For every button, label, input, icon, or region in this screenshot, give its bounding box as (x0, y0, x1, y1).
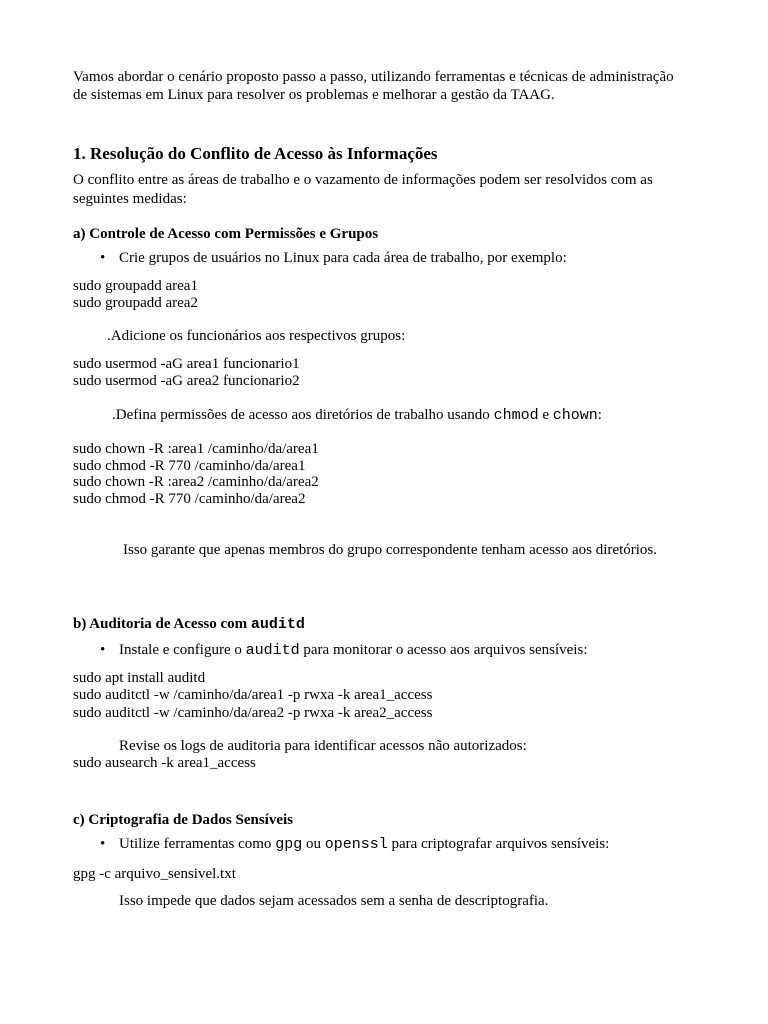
command-line: sudo chmod -R 770 /caminho/da/area2 (73, 491, 306, 507)
bullet-icon: • (100, 836, 106, 852)
inline-code-openssl: openssl (324, 836, 388, 853)
command-line: sudo chown -R :area2 /caminho/da/area2 (73, 474, 319, 490)
subsection-b-title-text: b) Auditoria de Acesso com (73, 616, 251, 632)
subsection-c-bullet (119, 835, 609, 854)
command-line: sudo auditctl -w /caminho/da/area1 -p rwxa -k area1_access (73, 687, 433, 703)
subsection-b-title (73, 615, 305, 634)
subsection-a-title: a) Controle de Acesso com Permissões e Grupos (73, 226, 379, 242)
step-3-joiner: e (538, 407, 553, 423)
command-line: sudo chmod -R 770 /caminho/da/area1 (73, 458, 306, 474)
step-3-colon: : (597, 407, 602, 423)
command-line: sudo groupadd area2 (73, 295, 198, 311)
subsection-c-title: c) Criptografia de Dados Sensíveis (73, 812, 293, 828)
inline-code-chown: chown (552, 407, 598, 424)
inline-code-gpg: gpg (275, 836, 303, 853)
inline-code-chmod: chmod (493, 407, 539, 424)
command-line: sudo usermod -aG area1 funcionario1 (73, 356, 300, 372)
subsection-a-step-2: .Adicione os funcionários aos respectivos grupos: (107, 328, 406, 344)
subsection-a-bullet: Crie grupos de usuários no Linux para cada área de trabalho, por exemplo: (119, 250, 567, 266)
inline-code-auditd: auditd (250, 616, 305, 633)
bullet-icon: • (100, 642, 106, 658)
bullet-text: para monitorar o acesso aos arquivos sensíveis: (299, 642, 588, 658)
bullet-text: ou (302, 836, 325, 852)
section-1-paragraph-line-1: O conflito entre as áreas de trabalho e o vazamento de informações podem ser resolvidos com as (73, 172, 653, 188)
command-line: sudo ausearch -k area1_access (73, 755, 256, 771)
command-line: sudo groupadd area1 (73, 278, 198, 294)
subsection-a-step-3 (112, 406, 602, 425)
bullet-text: Utilize ferramentas como (119, 836, 276, 852)
command-line: sudo auditctl -w /caminho/da/area2 -p rwxa -k area2_access (73, 705, 433, 721)
section-1-title: 1. Resolução do Conflito de Acesso às Informações (73, 144, 438, 163)
command-line: sudo apt install auditd (73, 670, 206, 686)
section-1-paragraph-line-2: seguintes medidas: (73, 191, 187, 207)
command-line: sudo chown -R :area1 /caminho/da/area1 (73, 441, 319, 457)
subsection-b-note: Revise os logs de auditoria para identificar acessos não autorizados: (119, 738, 527, 754)
subsection-b-bullet (119, 641, 587, 660)
intro-line-1: Vamos abordar o cenário proposto passo a passo, utilizando ferramentas e técnicas de administração (73, 69, 674, 85)
bullet-text: Instale e configure o (119, 642, 246, 658)
command-line: sudo usermod -aG area2 funcionario2 (73, 373, 300, 389)
bullet-text: para criptografar arquivos sensíveis: (387, 836, 610, 852)
step-3-text: .Defina permissões de acesso aos diretórios de trabalho usando (112, 407, 494, 423)
bullet-icon: • (100, 250, 106, 266)
inline-code-auditd: auditd (245, 642, 300, 659)
intro-line-2: de sistemas em Linux para resolver os problemas e melhorar a gestão da TAAG. (73, 87, 555, 103)
command-line: gpg -c arquivo_sensivel.txt (73, 866, 236, 882)
subsection-a-note: Isso garante que apenas membros do grupo correspondente tenham acesso aos diretórios. (123, 542, 658, 558)
subsection-c-note: Isso impede que dados sejam acessados sem a senha de descriptografia. (119, 893, 549, 909)
